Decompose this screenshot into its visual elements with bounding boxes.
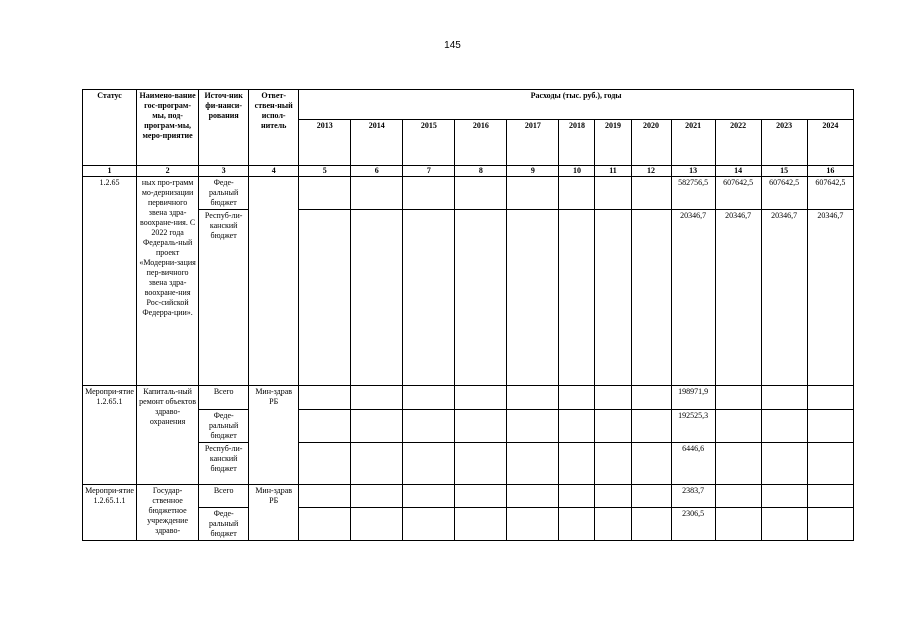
value-cell bbox=[351, 508, 403, 541]
value-cell bbox=[455, 177, 507, 210]
row-source: Всего bbox=[199, 386, 249, 410]
value-cell: 20346,7 bbox=[671, 210, 715, 386]
value-cell bbox=[595, 485, 631, 508]
value-cell bbox=[455, 508, 507, 541]
value-cell bbox=[507, 177, 559, 210]
value-cell bbox=[299, 485, 351, 508]
column-number: 7 bbox=[403, 166, 455, 177]
header-name: Наимено-вание гос-програм-мы, под-програм-мы, меро-приятие bbox=[137, 90, 199, 166]
value-cell bbox=[559, 443, 595, 485]
header-year: 2015 bbox=[403, 120, 455, 166]
value-cell: 20346,7 bbox=[761, 210, 807, 386]
value-cell: 198971,9 bbox=[671, 386, 715, 410]
value-cell bbox=[595, 386, 631, 410]
row-source: Всего bbox=[199, 485, 249, 508]
value-cell bbox=[455, 410, 507, 443]
table-row bbox=[83, 508, 854, 541]
column-number: 15 bbox=[761, 166, 807, 177]
value-cell bbox=[761, 386, 807, 410]
value-cell bbox=[299, 410, 351, 443]
value-cell bbox=[807, 485, 853, 508]
value-cell bbox=[595, 210, 631, 386]
value-cell bbox=[299, 386, 351, 410]
value-cell bbox=[715, 508, 761, 541]
header-year: 2022 bbox=[715, 120, 761, 166]
row-source: Феде-ральный бюджет bbox=[199, 410, 249, 443]
column-number: 6 bbox=[351, 166, 403, 177]
value-cell bbox=[403, 410, 455, 443]
table-row bbox=[83, 210, 854, 386]
row-source: Респуб-ли-канский бюджет bbox=[199, 210, 249, 386]
row-executor: Мин-здрав РБ bbox=[249, 485, 299, 541]
value-cell: 192525,3 bbox=[671, 410, 715, 443]
value-cell bbox=[559, 210, 595, 386]
table-row bbox=[83, 177, 854, 210]
value-cell bbox=[351, 386, 403, 410]
column-number: 14 bbox=[715, 166, 761, 177]
value-cell bbox=[299, 210, 351, 386]
value-cell bbox=[455, 386, 507, 410]
row-executor: Мин-здрав РБ bbox=[249, 386, 299, 485]
value-cell bbox=[403, 386, 455, 410]
value-cell bbox=[559, 177, 595, 210]
page-number: 145 bbox=[444, 40, 461, 51]
value-cell bbox=[715, 410, 761, 443]
row-status: 1.2.65 bbox=[83, 177, 137, 386]
value-cell bbox=[351, 177, 403, 210]
value-cell bbox=[559, 485, 595, 508]
row-source: Феде-ральный бюджет bbox=[199, 508, 249, 541]
header-year: 2021 bbox=[671, 120, 715, 166]
value-cell: 607642,5 bbox=[761, 177, 807, 210]
table-row bbox=[83, 386, 854, 410]
header-year: 2023 bbox=[761, 120, 807, 166]
value-cell bbox=[559, 508, 595, 541]
value-cell: 607642,5 bbox=[715, 177, 761, 210]
value-cell bbox=[403, 210, 455, 386]
header-executor: Ответ-ствен-ный испол-нитель bbox=[249, 90, 299, 166]
value-cell bbox=[761, 443, 807, 485]
value-cell bbox=[507, 443, 559, 485]
value-cell: 2383,7 bbox=[671, 485, 715, 508]
column-number: 4 bbox=[249, 166, 299, 177]
table-row bbox=[83, 485, 854, 508]
value-cell bbox=[761, 508, 807, 541]
value-cell: 6446,6 bbox=[671, 443, 715, 485]
row-source: Респуб-ли-канский бюджет bbox=[199, 443, 249, 485]
column-number: 3 bbox=[199, 166, 249, 177]
value-cell bbox=[715, 386, 761, 410]
value-cell bbox=[507, 410, 559, 443]
value-cell bbox=[807, 386, 853, 410]
value-cell bbox=[507, 485, 559, 508]
value-cell bbox=[299, 508, 351, 541]
value-cell bbox=[807, 443, 853, 485]
value-cell: 20346,7 bbox=[715, 210, 761, 386]
value-cell bbox=[507, 508, 559, 541]
column-number: 5 bbox=[299, 166, 351, 177]
value-cell bbox=[351, 410, 403, 443]
value-cell: 582756,5 bbox=[671, 177, 715, 210]
value-cell bbox=[351, 443, 403, 485]
value-cell bbox=[507, 386, 559, 410]
row-executor bbox=[249, 177, 299, 386]
value-cell bbox=[403, 177, 455, 210]
value-cell bbox=[761, 485, 807, 508]
row-source: Феде-ральный бюджет bbox=[199, 177, 249, 210]
column-number: 11 bbox=[595, 166, 631, 177]
header-row bbox=[83, 90, 854, 120]
column-number: 9 bbox=[507, 166, 559, 177]
column-number: 16 bbox=[807, 166, 853, 177]
value-cell: 2306,5 bbox=[671, 508, 715, 541]
header-year: 2016 bbox=[455, 120, 507, 166]
value-cell bbox=[715, 443, 761, 485]
row-status: Меропри-ятие 1.2.65.1.1 bbox=[83, 485, 137, 541]
row-name: Государ-ственное бюджетное учреждение здраво- bbox=[137, 485, 199, 541]
value-cell bbox=[631, 177, 671, 210]
row-name: Капиталь-ный ремонт объектов здраво-охранения bbox=[137, 386, 199, 485]
header-year: 2020 bbox=[631, 120, 671, 166]
header-year: 2017 bbox=[507, 120, 559, 166]
value-cell bbox=[595, 443, 631, 485]
header-year: 2014 bbox=[351, 120, 403, 166]
value-cell bbox=[455, 443, 507, 485]
row-status: Меропри-ятие 1.2.65.1 bbox=[83, 386, 137, 485]
column-number: 13 bbox=[671, 166, 715, 177]
value-cell bbox=[595, 177, 631, 210]
column-number: 1 bbox=[83, 166, 137, 177]
budget-table bbox=[82, 89, 854, 541]
column-number: 8 bbox=[455, 166, 507, 177]
value-cell bbox=[351, 485, 403, 508]
value-cell bbox=[351, 210, 403, 386]
value-cell bbox=[631, 508, 671, 541]
header-year: 2019 bbox=[595, 120, 631, 166]
value-cell bbox=[631, 485, 671, 508]
value-cell bbox=[403, 485, 455, 508]
value-cell bbox=[403, 508, 455, 541]
header-year: 2018 bbox=[559, 120, 595, 166]
column-number: 2 bbox=[137, 166, 199, 177]
value-cell bbox=[631, 443, 671, 485]
value-cell: 20346,7 bbox=[807, 210, 853, 386]
value-cell bbox=[595, 410, 631, 443]
column-number: 10 bbox=[559, 166, 595, 177]
header-year: 2013 bbox=[299, 120, 351, 166]
column-number: 12 bbox=[631, 166, 671, 177]
value-cell bbox=[299, 443, 351, 485]
header-year: 2024 bbox=[807, 120, 853, 166]
value-cell bbox=[455, 210, 507, 386]
value-cell bbox=[631, 210, 671, 386]
value-cell: 607642,5 bbox=[807, 177, 853, 210]
row-name: ных про-грамм мо-дернизации первичного звена здра-воохране-ния. С 2022 года Федераль-ный проект «Модерни-зация пер-вичного звена здра-воохране-ния Рос-сийской Федерра-ции». bbox=[137, 177, 199, 386]
value-cell bbox=[559, 386, 595, 410]
value-cell bbox=[807, 410, 853, 443]
value-cell bbox=[631, 386, 671, 410]
header-source: Источ-ник фи-нанси-рования bbox=[199, 90, 249, 166]
value-cell bbox=[595, 508, 631, 541]
header-status: Статус bbox=[83, 90, 137, 166]
value-cell bbox=[761, 410, 807, 443]
value-cell bbox=[403, 443, 455, 485]
value-cell bbox=[299, 177, 351, 210]
header-expenses: Расходы (тыс. руб.), годы bbox=[299, 90, 854, 120]
value-cell bbox=[807, 508, 853, 541]
table-row bbox=[83, 410, 854, 443]
column-number-row bbox=[83, 166, 854, 177]
value-cell bbox=[715, 485, 761, 508]
value-cell bbox=[559, 410, 595, 443]
value-cell bbox=[455, 485, 507, 508]
value-cell bbox=[631, 410, 671, 443]
value-cell bbox=[507, 210, 559, 386]
table-row bbox=[83, 443, 854, 485]
